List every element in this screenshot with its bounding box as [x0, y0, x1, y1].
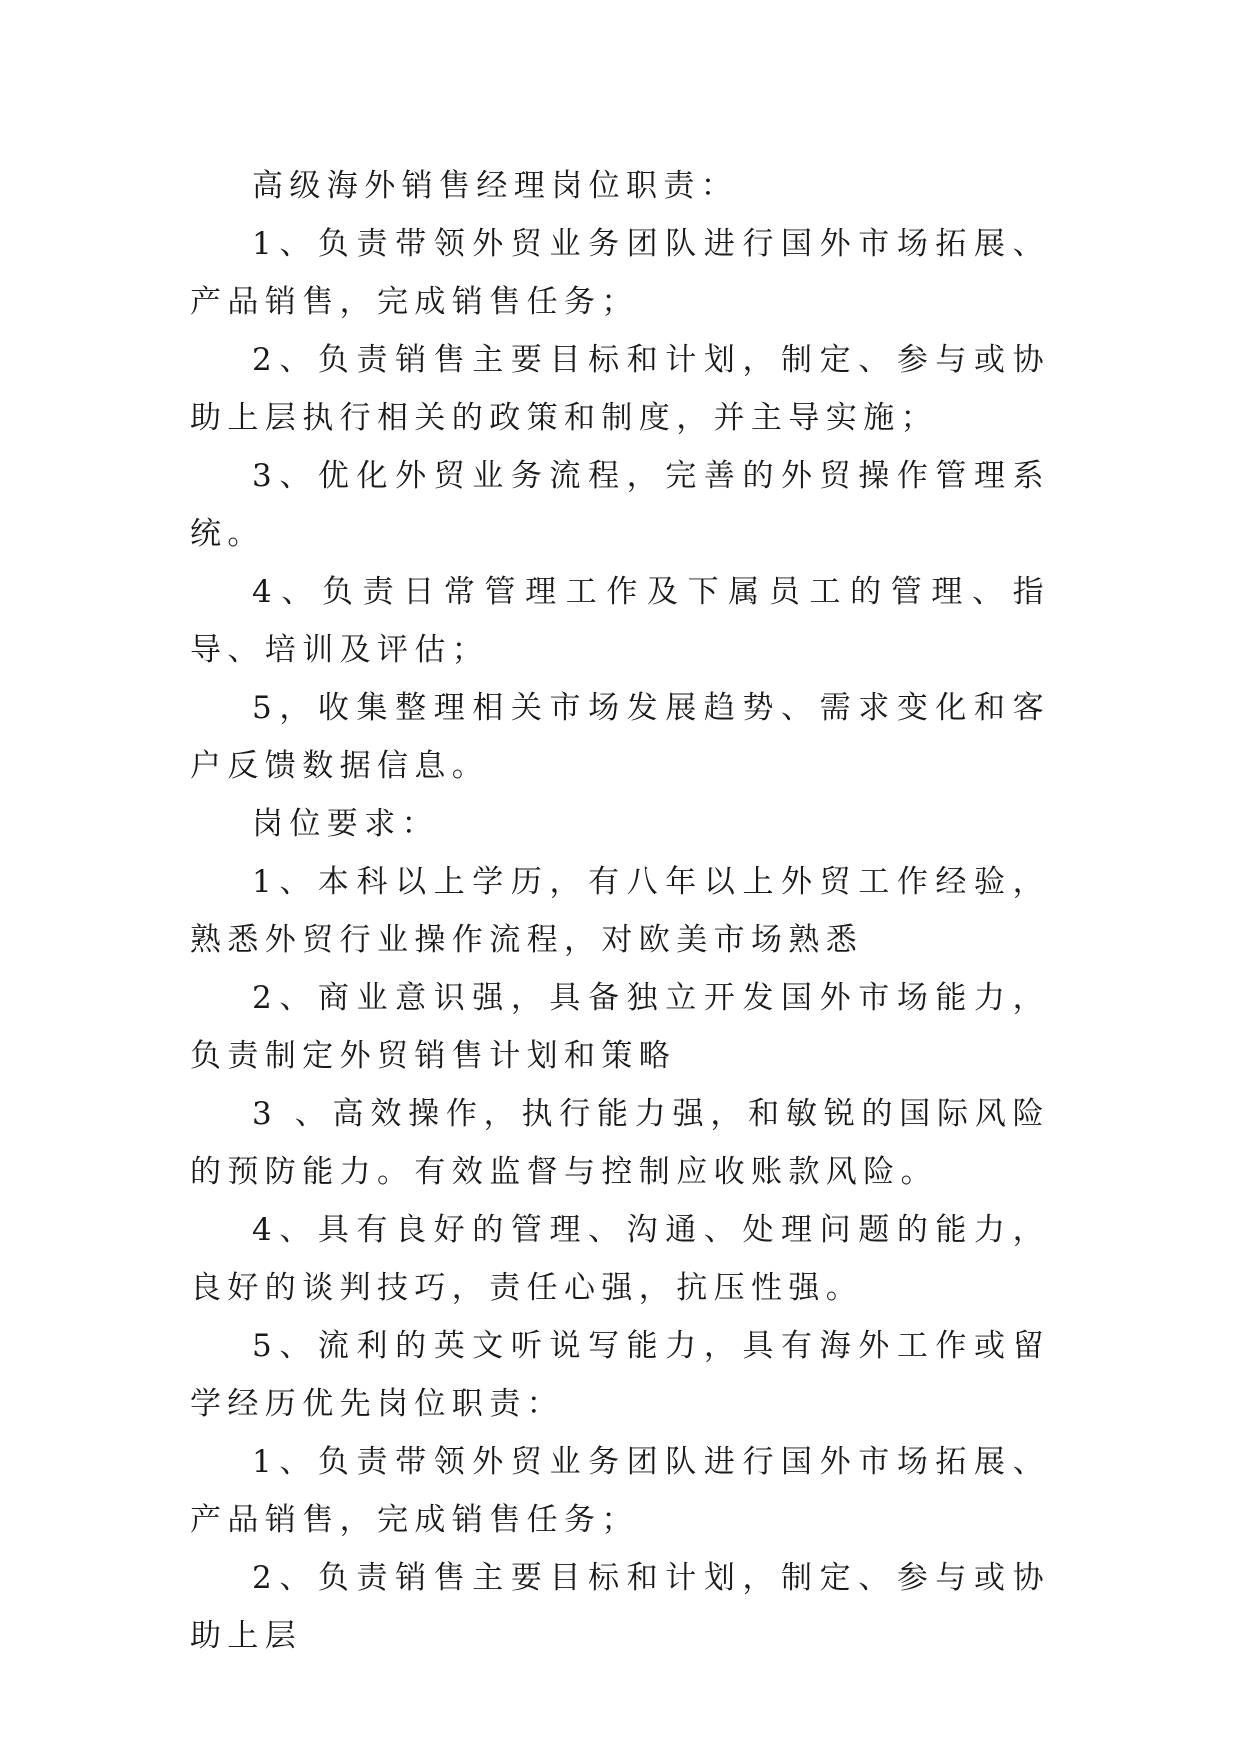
document-body	[190, 157, 1050, 1665]
requirement-item-5: 5、流利的英文听说写能力，具有海外工作或留学经历优先岗位职责：	[190, 1328, 1050, 1422]
requirement-item-4: 4、具有良好的管理、沟通、处理问题的能力，良好的谈判技巧，责任心强，抗压性强。	[190, 1212, 1050, 1306]
duty-item-5: 5，收集整理相关市场发展趋势、需求变化和客户反馈数据信息。	[190, 690, 1050, 784]
section-heading-duties: 高级海外销售经理岗位职责：	[252, 168, 739, 204]
repeat-duty-item-1: 1、负责带领外贸业务团队进行国外市场拓展、产品销售，完成销售任务；	[190, 1444, 1050, 1538]
requirement-item-3: 3 、高效操作，执行能力强，和敏锐的国际风险的预防能力。有效监督与控制应收账款风险。	[190, 1096, 1050, 1190]
section-heading-requirements: 岗位要求：	[252, 806, 439, 842]
duty-item-3: 3、优化外贸业务流程，完善的外贸操作管理系统。	[190, 458, 1050, 552]
requirement-item-1: 1、本科以上学历，有八年以上外贸工作经验，熟悉外贸行业操作流程，对欧美市场熟悉	[190, 864, 1050, 958]
duty-item-2: 2、负责销售主要目标和计划，制定、参与或协助上层执行相关的政策和制度，并主导实施；	[190, 342, 1050, 436]
requirement-item-2: 2、商业意识强，具备独立开发国外市场能力，负责制定外贸销售计划和策略	[190, 980, 1050, 1074]
duty-item-4: 4、负责日常管理工作及下属员工的管理、指导、培训及评估；	[190, 574, 1050, 668]
duty-item-1: 1、负责带领外贸业务团队进行国外市场拓展、产品销售，完成销售任务；	[190, 226, 1050, 320]
repeat-duty-item-2: 2、负责销售主要目标和计划，制定、参与或协助上层	[190, 1560, 1050, 1654]
